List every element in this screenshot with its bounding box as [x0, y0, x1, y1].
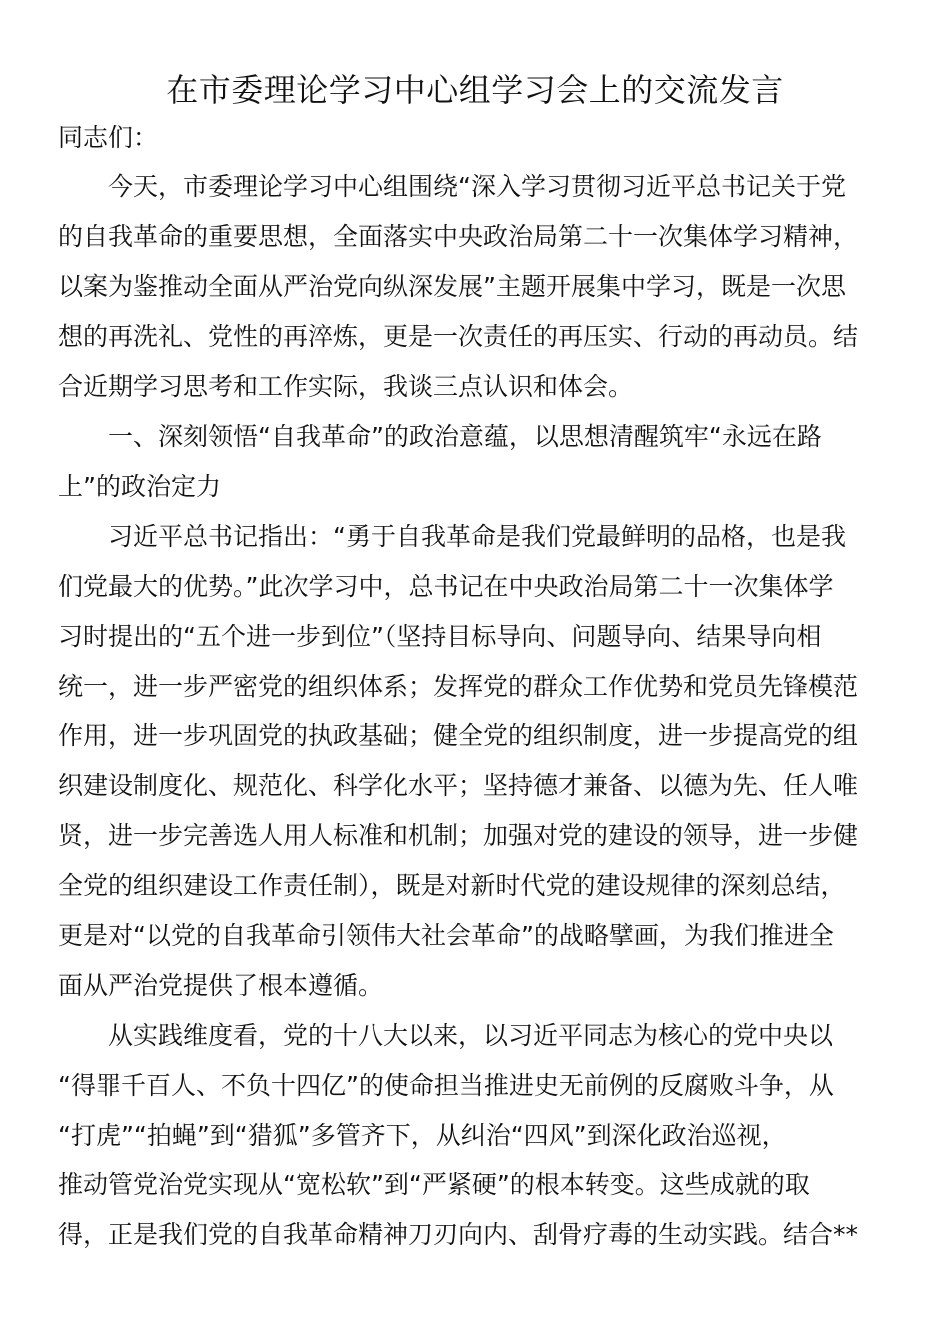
paragraph-line: 从实践维度看，党的十八大以来，以习近平同志为核心的党中央以	[58, 1021, 834, 1050]
paragraph-line: “打虎”“拍蝇”到“猎狐”多管齐下，从纠治“四风”到深化政治巡视，	[58, 1121, 787, 1150]
paragraph-line: 的自我革命的重要思想，全面落实中央政治局第二十一次集体学习精神，	[58, 222, 859, 251]
paragraph-line: 贤，进一步完善选人用人标准和机制；加强对党的建设的领导，进一步健	[58, 821, 859, 850]
paragraph-line: 织建设制度化、规范化、科学化水平；坚持德才兼备、以德为先、任人唯	[58, 771, 859, 800]
section-heading-line: 一、深刻领悟“自我革命”的政治意蕴，以思想清醒筑牢“永远在路	[58, 422, 822, 451]
paragraph-line: 推动管党治党实现从“宽松软”到“严紧硬”的根本转变。这些成就的取	[58, 1170, 810, 1199]
paragraph-line: 统一，进一步严密党的组织体系；发挥党的群众工作优势和党员先锋模范	[58, 672, 859, 701]
paragraph-line: 们党最大的优势。”此次学习中，总书记在中央政治局第二十一次集体学	[58, 572, 834, 601]
paragraph-line: 习时提出的“五个进一步到位”（坚持目标导向、问题导向、结果导向相	[58, 622, 822, 651]
paragraph-line: 想的再洗礼、党性的再淬炼，更是一次责任的再压实、行动的再动员。结	[58, 322, 859, 351]
paragraph-line: 更是对“以党的自我革命引领伟大社会革命”的战略擘画，为我们推进全	[58, 921, 834, 950]
paragraph-line: 得，正是我们党的自我革命精神刀刃向内、刮骨疗毒的生动实践。结合**	[58, 1220, 859, 1249]
paragraph-line: 全党的组织建设工作责任制），既是对新时代党的建设规律的深刻总结，	[58, 871, 846, 900]
paragraph-line: 作用，进一步巩固党的执政基础；健全党的组织制度，进一步提高党的组	[58, 721, 859, 750]
paragraph-line: 面从严治党提供了根本遵循。	[58, 971, 384, 1000]
section-heading-line: 上”的政治定力	[58, 472, 221, 501]
paragraph-line: 习近平总书记指出：“勇于自我革命是我们党最鲜明的品格，也是我	[58, 522, 846, 551]
document-title: 在市委理论学习中心组学习会上的交流发言	[166, 71, 784, 109]
paragraph-line: 合近期学习思考和工作实际，我谈三点认识和体会。	[58, 372, 634, 401]
paragraph-line: 以案为鉴推动全面从严治党向纵深发展”主题开展集中学习，既是一次思	[58, 272, 846, 301]
salutation: 同志们：	[58, 123, 159, 152]
paragraph-line: 今天，市委理论学习中心组围绕“深入学习贯彻习近平总书记关于党	[58, 172, 846, 201]
paragraph-line: “得罪千百人、不负十四亿”的使命担当推进史无前例的反腐败斗争，从	[58, 1071, 834, 1100]
